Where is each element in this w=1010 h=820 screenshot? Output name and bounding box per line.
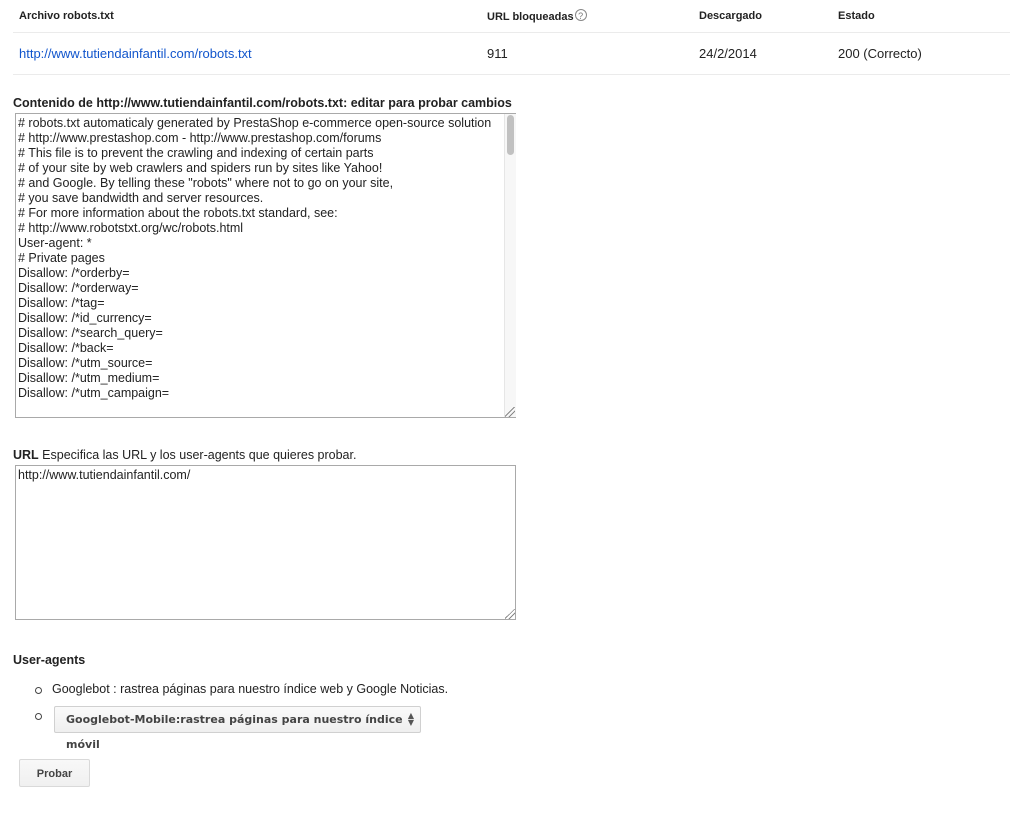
blocked-count: 911 [481,33,693,75]
table-header-row [13,0,1010,33]
list-item [35,682,448,696]
robots-content-editor[interactable] [15,113,516,418]
robots-file-cell [13,33,481,75]
select-value: Googlebot-Mobile:rastrea páginas para nuestro índice móvil [66,713,403,751]
resize-grip-icon[interactable] [505,609,515,619]
downloaded-date: 24/2/2014 [693,33,832,75]
url-label: URL Especifica las URL y los user-agents que quieres probar. [13,448,357,462]
robots-file-link[interactable]: http://www.tutiendainfantil.com/robots.txt [19,46,252,61]
url-input[interactable] [15,465,516,620]
header-downloaded: Descargado [693,0,832,33]
table-row [13,33,1010,75]
user-agents-list [35,682,448,696]
header-status: Estado [832,0,1010,33]
radio-bullet-icon[interactable] [35,713,42,720]
header-blocked-urls: URL bloqueadas ? [481,0,693,33]
robots-content-heading: Contenido de http://www.tutiendainfantil.com/robots.txt: editar para probar cambios [13,96,512,110]
help-icon[interactable]: ? [575,9,587,21]
radio-bullet-icon[interactable] [35,687,42,694]
probar-button[interactable]: Probar [19,759,90,787]
select-arrows-icon: ▲ ▼ [407,711,414,727]
scrollbar-thumb[interactable] [507,115,514,155]
robots-status-table [13,0,1010,75]
googlebot-label: Googlebot : rastrea páginas para nuestro índice web y Google Noticias. [52,682,449,696]
status-value: 200 (Correcto) [832,33,1010,75]
user-agent-select[interactable] [54,706,421,751]
robots-editor-scrollbar[interactable] [504,114,516,417]
header-file: Archivo robots.txt [13,0,481,33]
user-agents-heading: User-agents [13,653,86,667]
resize-grip-icon[interactable] [505,407,515,417]
